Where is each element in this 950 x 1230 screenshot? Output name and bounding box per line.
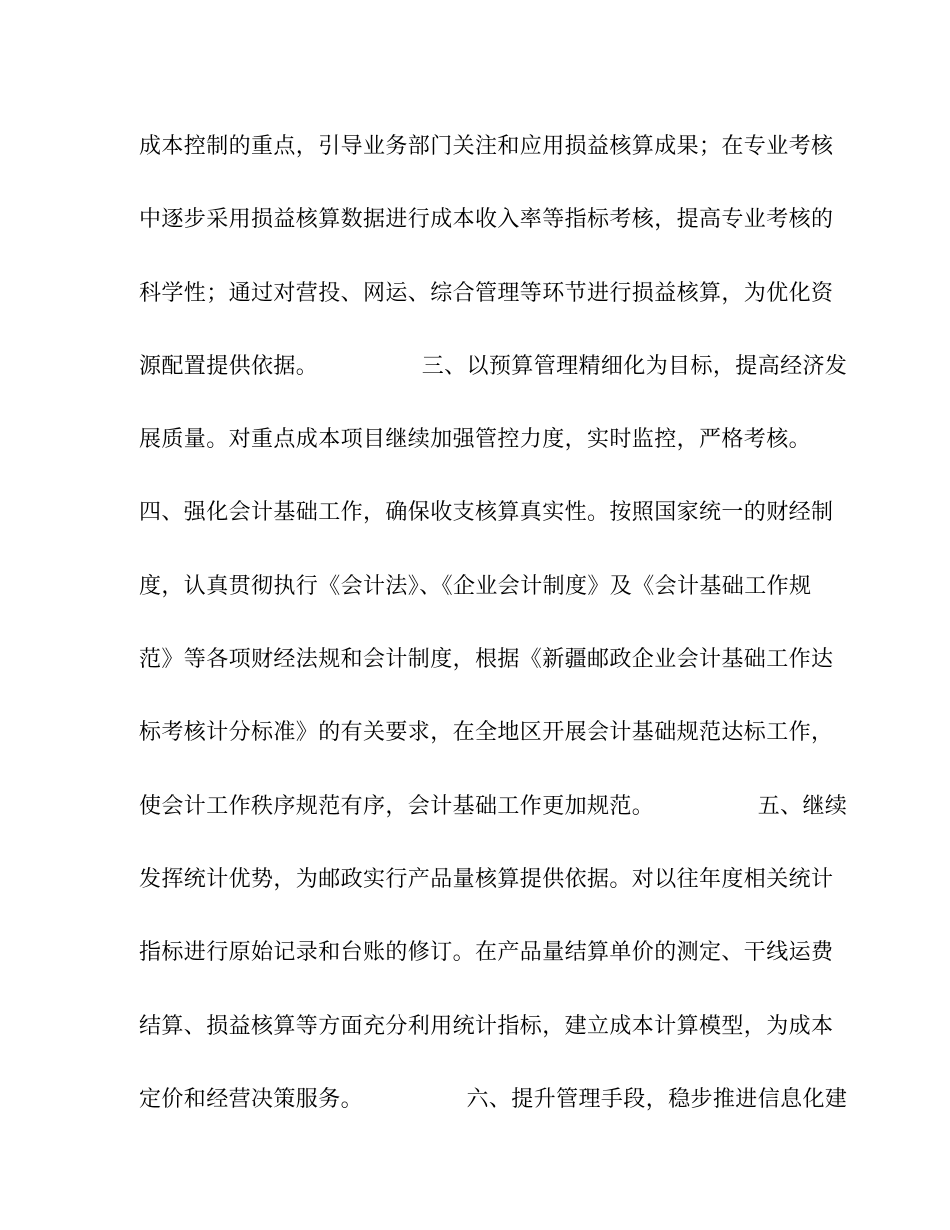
text-line: 四、强化会计基础工作，确保收支核算真实性。按照国家统一的财经制 bbox=[139, 500, 834, 526]
text-line: 范》等各项财经法规和会计制度，根据《新疆邮政企业会计基础工作达 bbox=[139, 647, 834, 673]
text-line: 发挥统计优势，为邮政实行产品量核算提供依据。对以往年度相关统计 bbox=[139, 866, 834, 892]
text-line: 中逐步采用损益核算数据进行成本收入率等指标考核，提高专业考核的 bbox=[139, 207, 834, 233]
text-line: 科学性；通过对营投、网运、综合管理等环节进行损益核算，为优化资 bbox=[139, 280, 834, 306]
body-text bbox=[139, 120, 848, 1146]
text-line: 展质量。对重点成本项目继续加强管控力度，实时监控，严格考核。 bbox=[139, 427, 812, 453]
text-line: 定价和经营决策服务。 六、提升管理手段，稳步推进信息化建 bbox=[139, 1086, 848, 1112]
text-line: 度，认真贯彻执行《会计法》、《企业会计制度》及《会计基础工作规 bbox=[139, 573, 812, 599]
text-line: 结算、损益核算等方面充分利用统计指标，建立成本计算模型，为成本 bbox=[139, 1013, 834, 1039]
text-line: 标考核计分标准》的有关要求，在全地区开展会计基础规范达标工作， bbox=[139, 720, 834, 746]
text-line: 使会计工作秩序规范有序，会计基础工作更加规范。 五、继续 bbox=[139, 793, 848, 819]
text-line: 成本控制的重点，引导业务部门关注和应用损益核算成果；在专业考核 bbox=[139, 134, 834, 159]
text-line: 指标进行原始记录和台账的修订。在产品量结算单价的测定、干线运费 bbox=[139, 940, 834, 966]
text-line: 源配置提供依据。 三、以预算管理精细化为目标，提高经济发 bbox=[139, 353, 848, 379]
